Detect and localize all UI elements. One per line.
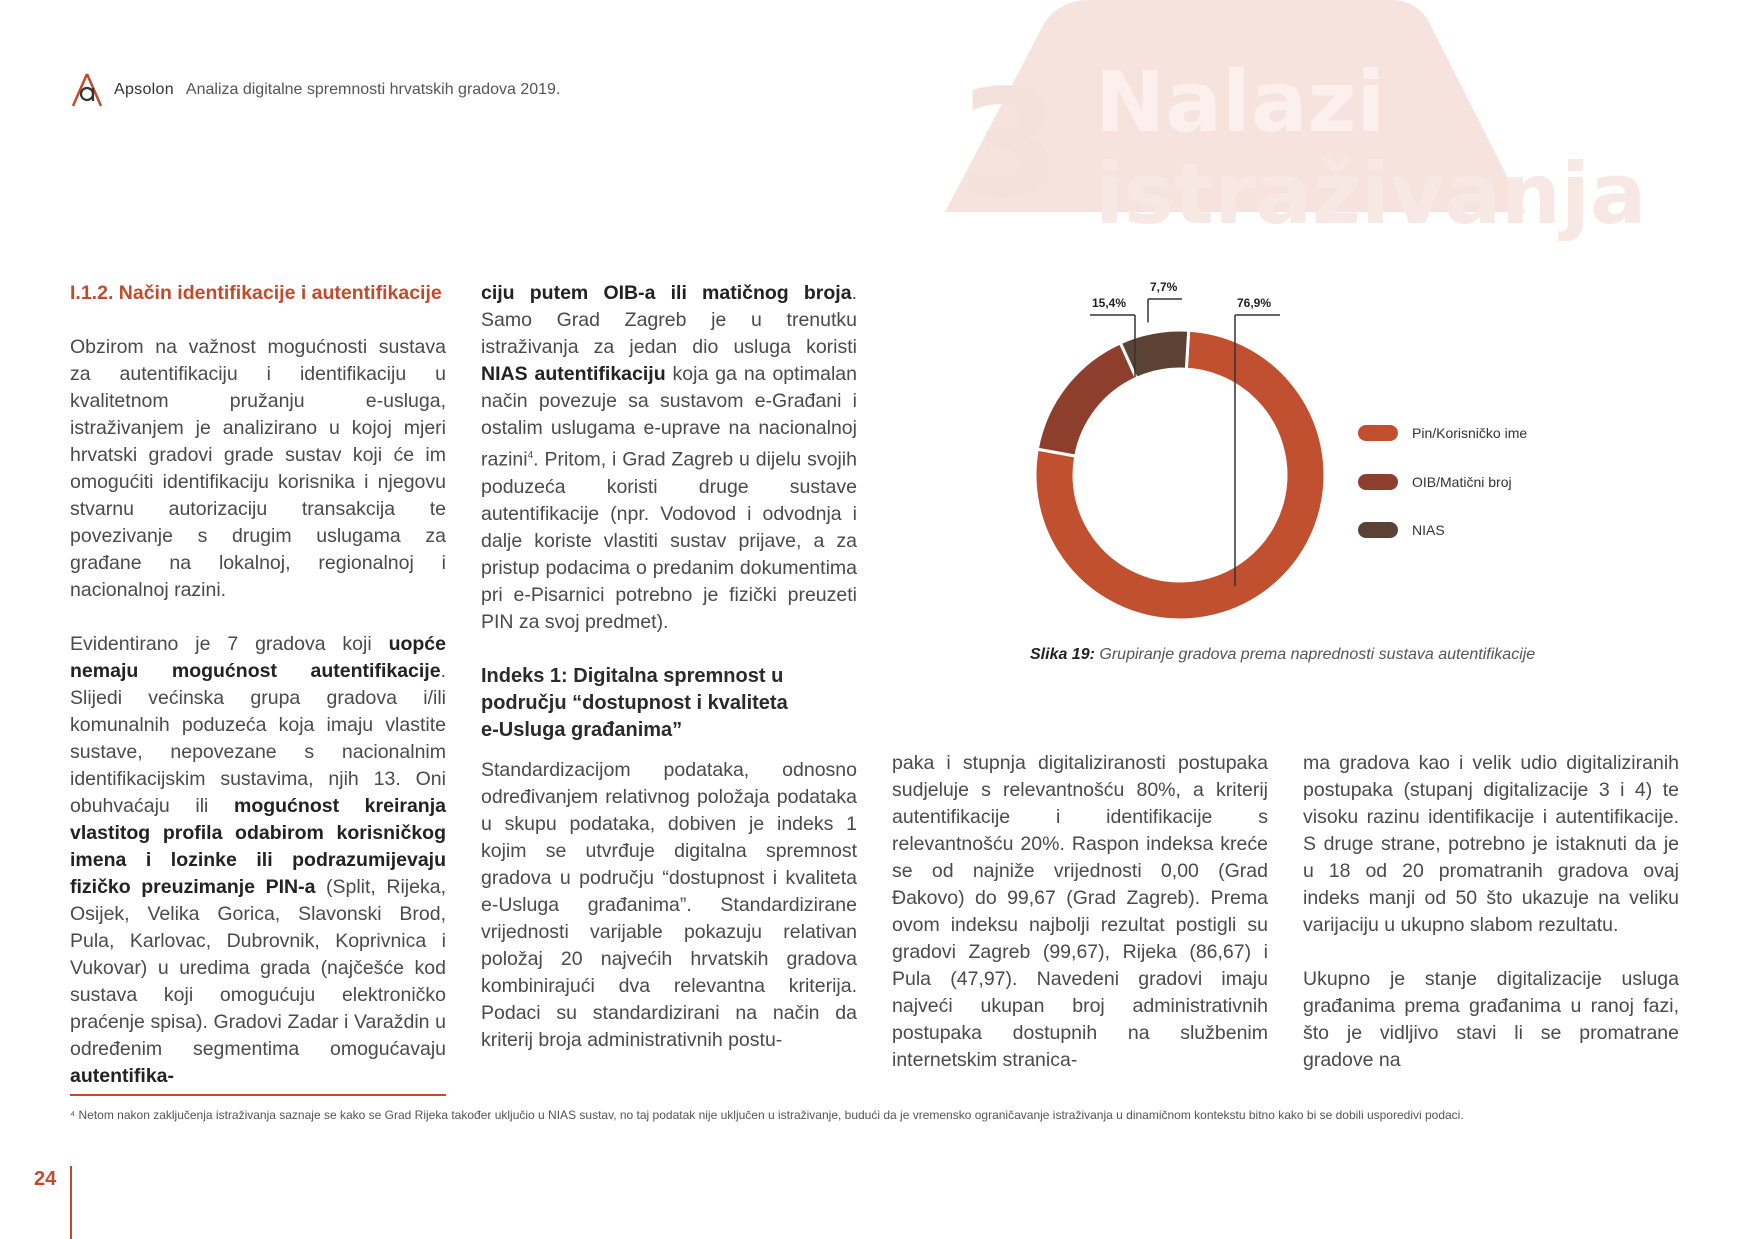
page-number-bar (70, 1166, 72, 1239)
column-3 (892, 750, 1268, 1074)
page-number: 24 (34, 1168, 57, 1190)
legend-swatch-0 (1358, 425, 1398, 441)
footnote: ⁴ Netom nakon zaključenja istraživanja saznaje se kako se Grad Rijeka također uključio u NIAS sustav, no taj podatak nije uključen u istraživanje, budući da je vremensko ograničavanje istraživanja u dinamičnom kontekstu bitno kako bi se dobili usporedivi podaci. (70, 1108, 1464, 1122)
chapter-title-line2: istraživanja (1095, 145, 1647, 243)
legend-label-1: OIB/Matični broj (1412, 474, 1512, 490)
column-2 (481, 280, 857, 1054)
legend-swatch-1 (1358, 474, 1398, 490)
donut-chart (1030, 275, 1330, 625)
data-label-1: 15,4% (1092, 296, 1127, 310)
chapter-title-line1: Nalazi (1095, 53, 1386, 151)
chapter-title (1095, 53, 1647, 243)
legend-item-0 (1358, 425, 1527, 441)
section-heading: I.1.2. Način identifikacije i autentifikacije (70, 282, 442, 304)
subsection-heading: Indeks 1: Digitalna spremnost u području “dostupnost i kvaliteta e-Usluga građanima” (481, 664, 788, 741)
paragraph: ciju putem OIB-a ili matičnog broja. Samo Grad Zagreb je u trenutku istraživanja za jedan dio usluga koristi NIAS autentifikaciju koja ga na optimalan način povezuje sa sustavom e-Građani i ostalim uslugama e-uprave na nacionalnoj razini$^4$. Pritom, i Grad Zagreb u dijelu svojih poduzeća koristi druge sustave autentifikacije (npr. Vodovod i odvodnja i dalje koriste vlastiti sustav prijave, a za pristup podacima o predanim dokumentima pri e-Pisarnici potrebno je fizički preuzeti PIN za svoj predmet). (481, 282, 857, 633)
paragraph: Standardizacijom podataka, odnosno određivanjem relativnog položaja podataka u skupu podataka, dobiven je indeks 1 kojim se utvrđuje digitalna spremnost gradova u području “dostupnost i kvaliteta e-Usluga građanima”. Standardizirane vrijednosti varijable pokazuju relativan položaj 20 najvećih hrvatskih gradova kombinirajući dva relevantna kriterija. Podaci su standardizirani na način da kriterij broja administrativnih postu- (481, 758, 857, 1051)
donut-slice-1 (1037, 343, 1136, 456)
legend-item-2 (1358, 522, 1445, 538)
chapter-number: 3 (958, 58, 1061, 230)
caption-text: Grupiranje gradova prema naprednosti sustava autentifikacije (1099, 646, 1536, 663)
legend-swatch-2 (1358, 522, 1398, 538)
apsolon-logo-icon (70, 72, 104, 108)
legend-item-1 (1358, 474, 1512, 490)
footnote-divider (70, 1094, 446, 1096)
legend-label-2: NIAS (1412, 522, 1445, 538)
paragraph: Obzirom na važnost mogućnosti sustava za autentifikaciju i identifikaciju u kvalitetnom pružanju e-usluga, istraživanjem je analizirano u kojoj mjeri hrvatski gradovi grade sustav koji će im omogućiti identifikaciju korisnika i njegovu stvarnu autorizaciju transakcija te povezivanje s drugim uslugama za građane na lokalnoj, regionalnoj i nacionalnoj razini. (70, 336, 446, 601)
figure-caption (1030, 646, 1535, 664)
caption-label: Slika 19: (1030, 646, 1095, 663)
column-1 (70, 280, 446, 1090)
data-label-0: 76,9% (1237, 296, 1272, 310)
paragraph: Ukupno je stanje digitalizacije usluga građanima prema građanima u ranoj fazi, što je vidljivo stavi li se promatrane gradove na (1303, 968, 1679, 1071)
paragraph: ma gradova kao i velik udio digitaliziranih postupaka (stupanj digitalizacije 3 i 4) te visoku razinu identifikacije i autentifikacije. S druge strane, potrebno je istaknuti da je u 18 od 20 promatranih gradova ovaj indeks manji od 50 što ukazuje na veliku varijaciju u ukupno slabom rezultatu. (1303, 752, 1679, 936)
data-label-2: 7,7% (1150, 280, 1178, 294)
document-title: Analiza digitalne spremnosti hrvatskih gradova 2019. (185, 81, 561, 98)
page-header (70, 72, 560, 108)
brand-name: Apsolon (114, 81, 174, 98)
column-4 (1303, 750, 1679, 1074)
paragraph: Evidentirano je 7 gradova koji uopće nemaju mogućnost autentifikacije. Slijedi većinska grupa gradova i/ili komunalnih poduzeća koja imaju vlastite sustave, nepovezane s nacionalnim identifikacijskim sustavima, njih 13. Oni obuhvaćaju ili mogućnost kreiranja vlastitog profila odabirom korisničkog imena i lozinke ili podrazumijevaju fizičko preuzimanje PIN-a (Split, Rijeka, Osijek, Velika Gorica, Slavonski Brod, Pula, Karlovac, Dubrovnik, Koprivnica i Vukovar) u uredima grada (najčešće kod sustava koji omogućuju elektroničko praćenje spisa). Gradovi Zadar i Varaždin u određenim segmentima omogućavaju autentifika- (70, 633, 446, 1087)
paragraph: paka i stupnja digitaliziranosti postupaka sudjeluje s relevantnošću 80%, a kriterij autentifikacije i identifikacije s relevantnošću 20%. Raspon indeksa kreće se od najniže vrijednosti 0,00 (Grad Đakovo) do 99,67 (Grad Zagreb). Prema ovom indeksu najbolji rezultat postigli su gradovi Zagreb (99,67), Rijeka (86,67) i Pula (47,97). Navedeni gradovi imaju najveći ukupan broj administrativnih postupaka dostupnih na službenim internetskim stranica- (892, 752, 1268, 1071)
legend-label-0: Pin/Korisničko ime (1412, 425, 1528, 441)
